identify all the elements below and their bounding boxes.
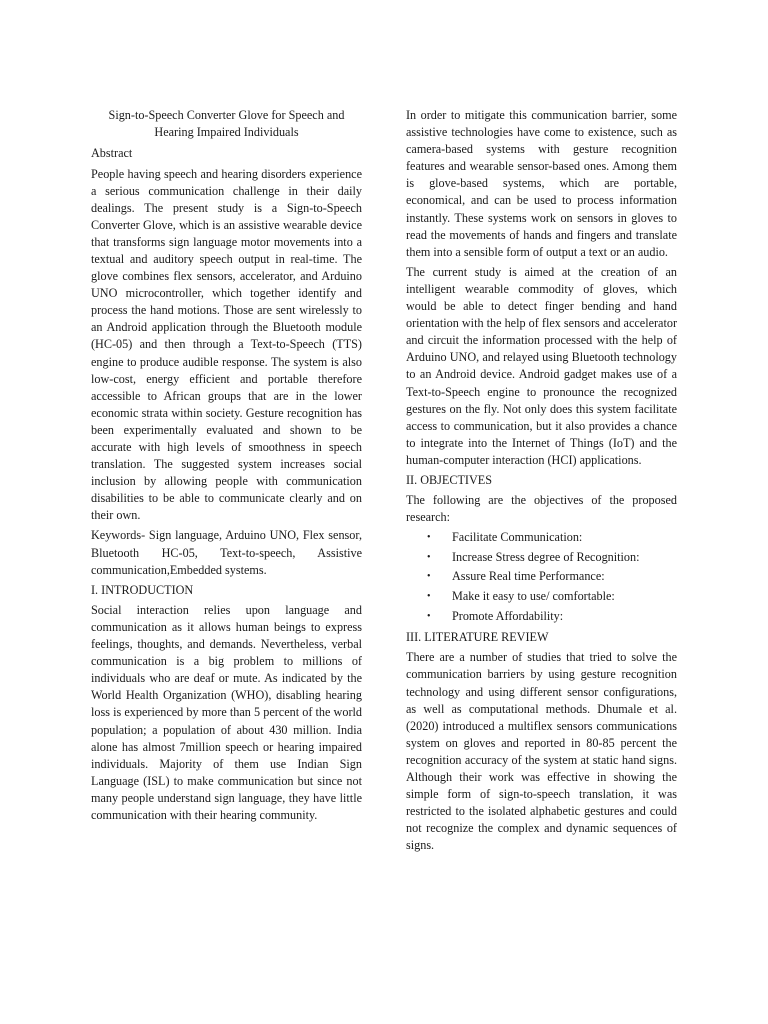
objective-item-1 (406, 529, 677, 549)
bullet-icon: • (427, 591, 431, 603)
bullet-icon: • (427, 532, 431, 544)
introduction-heading: I. INTRODUCTION (91, 582, 194, 597)
objective-text: Make it easy to use/ comfortable: (452, 589, 615, 604)
objective-text: Promote Affordability: (452, 608, 564, 623)
literature-review-heading: III. LITERATURE REVIEW (406, 630, 549, 645)
bullet-icon: • (427, 610, 431, 622)
left-column (91, 107, 362, 827)
introduction-paragraph-2: In order to mitigate this communication barrier, some assistive technologies have come to existence, such as camera-based systems with gesture recognition features and wearable sensor-based ones. Among them is glove-based systems, which are portable, economical, and can be used to process information instantly. These systems work on sensors in gloves to read the movements of hands and fingers and translate them into a sensible form of output a text or an audio. (406, 108, 677, 259)
objective-text: Increase Stress degree of Recognition: (452, 549, 640, 564)
introduction-paragraph-1: Social interaction relies upon language and communication as it allows human beings to express feelings, thoughts, and demands. Nevertheless, verbal communication is a big problem to millions of individuals who are deaf or mute. As indicated by the World Health Organization (WHO), disabling hearing loss is experienced by more than 5 percent of the world population; a population of about 430 million. India alone has almost 7million speech or hearing impaired individuals. Majority of them use Indian Sign Language (ISL) to make communication but since not many people understand sign language, they have little communication with their hearing community. (91, 602, 362, 822)
objective-item-4 (406, 588, 677, 608)
literature-review-paragraph: There are a number of studies that tried to solve the communication barriers by using gesture recognition technology and using different sensor configurations, as well as computational methods. Dhumale et al. (2020) introduced a multiflex sensors communications system on gloves and reported in 80-85 percent the recognition accuracy of the system at static hand signs. Although their work was effective in showing the simple form of sign-to-speech translation, it was restricted to the isolated alphabetic gestures and could not recognize the complex and dynamic sequences of signs. (406, 650, 677, 853)
objective-item-3 (406, 568, 677, 588)
abstract-heading: Abstract (91, 146, 133, 161)
introduction-paragraph-3: The current study is aimed at the creation of an intelligent wearable commodity of gloves, which would be able to detect finger bending and hand orientation with the help of flex sensors and accelerator and circuit the information processed with the help of Arduino UNO, and relayed using Bluetooth technology to an Android device. Android gadget makes use of a Text-to-Speech engine to pronounce the recognized gestures on the fly. Not only does this system facilitate access to communication, but it also provides a chance to integrate into the Internet of Things (IoT) and the human-computer interaction (HCI) applications. (406, 264, 677, 467)
bullet-icon: • (427, 571, 431, 583)
keywords-paragraph: Keywords- Sign language, Arduino UNO, Flex sensor, Bluetooth HC-05, Text-to-speech, Assistive communication,Embedded systems. (91, 528, 362, 577)
abstract-paragraph: People having speech and hearing disorders experience a serious communication challenge in their daily dealings. The present study is a Sign-to-Speech Converter Glove, which is an assistive wearable device that transforms sign language motor movements into a textual and auditory speech output in real-time. The glove combines flex sensors, accelerator, and Arduino UNO microcontroller, which together identify and process the hand motions. Those are sent wirelessly to an Android application through the Bluetooth module (HC-05) and then through a Text-to-Speech (TTS) engine to produce audible response. The system is also low-cost, energy efficient and portable therefore accessible to African groups that are in the lower economic strata within society. Gesture recognition has been experimentally evaluated and shown to be accurate with high levels of smoothness in speech translation. The suggested system increases social inclusion by allowing people with communication disabilities to be able to communicate clearly and on their own. (91, 166, 362, 523)
objective-item-5 (406, 608, 677, 628)
objective-text: Assure Real time Performance: (452, 569, 605, 584)
objective-text: Facilitate Communication: (452, 530, 583, 545)
objectives-heading: II. OBJECTIVES (406, 472, 492, 487)
objective-item-2 (406, 549, 677, 569)
bullet-icon: • (427, 551, 431, 563)
objectives-intro: The following are the objectives of the proposed research: (406, 493, 677, 525)
right-column (406, 107, 677, 857)
paper-title: Sign-to-Speech Converter Glove for Speech and Hearing Impaired Individuals (108, 108, 345, 140)
objectives-list (406, 529, 677, 627)
